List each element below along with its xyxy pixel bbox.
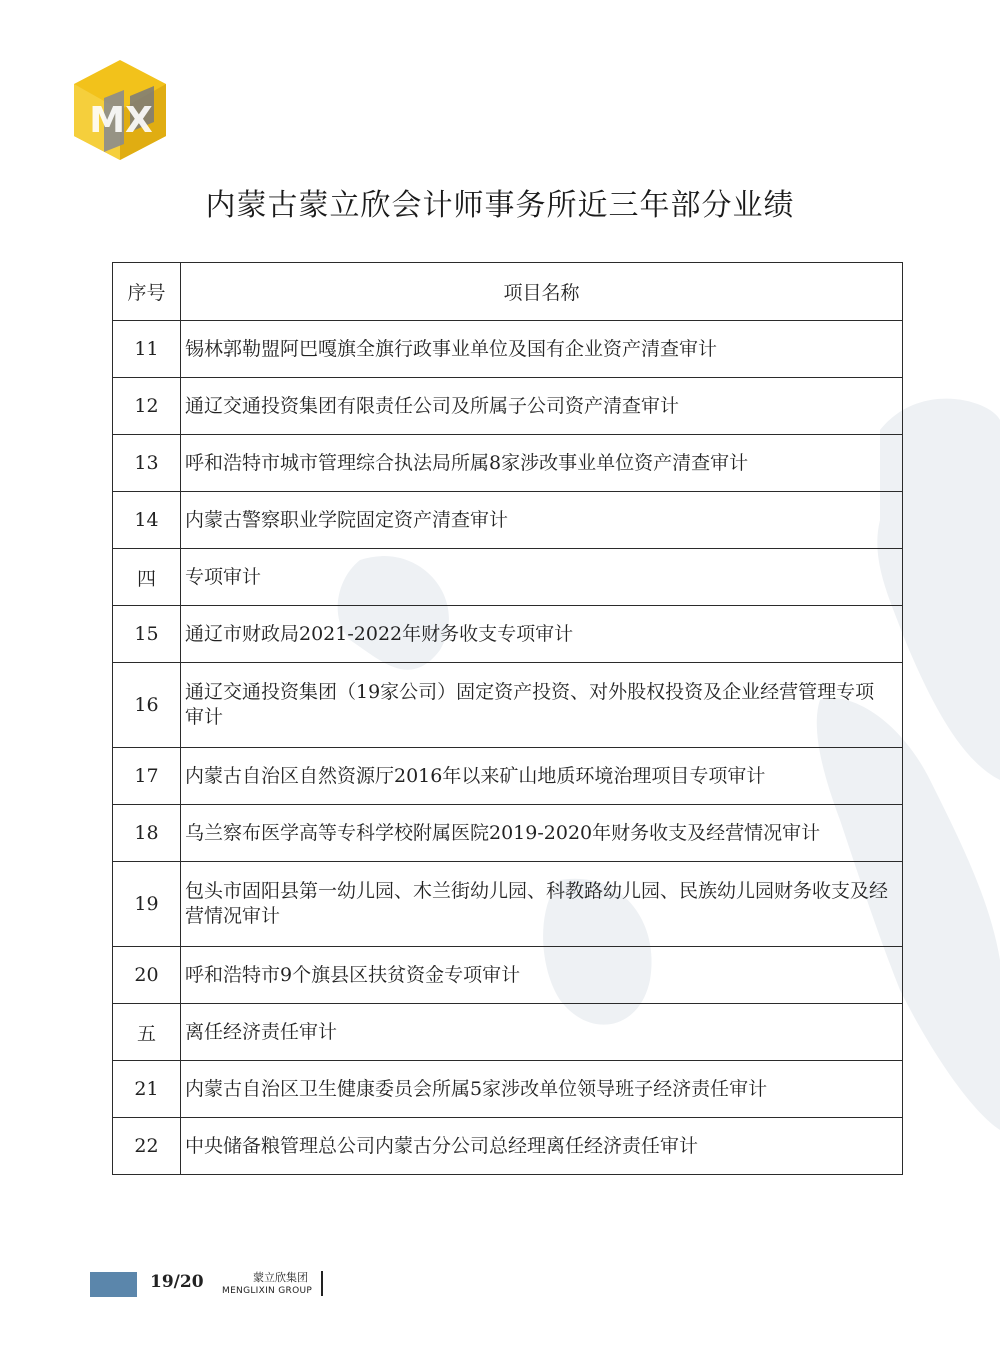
row-project-name: 内蒙古自治区卫生健康委员会所属5家涉改单位领导班子经济责任审计 <box>181 1061 903 1118</box>
row-number: 21 <box>113 1061 181 1118</box>
row-number: 12 <box>113 378 181 435</box>
company-logo <box>74 60 166 160</box>
table-row <box>113 378 903 435</box>
row-number: 19 <box>113 862 181 947</box>
table-row <box>113 321 903 378</box>
row-number: 11 <box>113 321 181 378</box>
row-number: 14 <box>113 492 181 549</box>
table-row <box>113 805 903 862</box>
section-title: 专项审计 <box>181 549 903 606</box>
row-project-name: 锡林郭勒盟阿巴嘎旗全旗行政事业单位及国有企业资产清查审计 <box>181 321 903 378</box>
performance-table <box>112 262 903 1175</box>
table-row <box>113 748 903 805</box>
row-number: 18 <box>113 805 181 862</box>
svg-text:MX: MX <box>89 100 153 141</box>
section-row <box>113 1004 903 1061</box>
header-serial: 序号 <box>113 263 181 321</box>
table-row <box>113 606 903 663</box>
table-row <box>113 1061 903 1118</box>
page-number: 19/20 <box>150 1272 204 1292</box>
row-project-name: 呼和浩特市城市管理综合执法局所属8家涉改事业单位资产清查审计 <box>181 435 903 492</box>
row-number: 17 <box>113 748 181 805</box>
row-project-name: 中央储备粮管理总公司内蒙古分公司总经理离任经济责任审计 <box>181 1118 903 1175</box>
section-number: 四 <box>113 549 181 606</box>
table-row <box>113 1118 903 1175</box>
footer-divider <box>321 1271 323 1296</box>
table-row <box>113 947 903 1004</box>
row-project-name: 通辽交通投资集团有限责任公司及所属子公司资产清查审计 <box>181 378 903 435</box>
logo-cube-icon <box>74 60 166 160</box>
table-row <box>113 663 903 748</box>
table-row <box>113 862 903 947</box>
table-row <box>113 435 903 492</box>
page-title: 内蒙古蒙立欣会计师事务所近三年部分业绩 <box>205 188 795 223</box>
row-number: 16 <box>113 663 181 748</box>
section-number: 五 <box>113 1004 181 1061</box>
row-number: 15 <box>113 606 181 663</box>
footer-color-bar <box>90 1272 137 1297</box>
footer-company-en: MENGLIXIN GROUP <box>222 1286 313 1296</box>
header-project-name: 项目名称 <box>181 263 903 321</box>
row-project-name: 呼和浩特市9个旗县区扶贫资金专项审计 <box>181 947 903 1004</box>
row-project-name: 内蒙古警察职业学院固定资产清查审计 <box>181 492 903 549</box>
footer-company-cn: 蒙立欣集团 <box>253 1271 308 1284</box>
section-title: 离任经济责任审计 <box>181 1004 903 1061</box>
section-row <box>113 549 903 606</box>
row-project-name: 通辽市财政局2021-2022年财务收支专项审计 <box>181 606 903 663</box>
row-number: 22 <box>113 1118 181 1175</box>
row-project-name: 通辽交通投资集团（19家公司）固定资产投资、对外股权投资及企业经营管理专项审计 <box>181 663 903 748</box>
table-header-row <box>113 263 903 321</box>
row-project-name: 内蒙古自治区自然资源厅2016年以来矿山地质环境治理项目专项审计 <box>181 748 903 805</box>
row-project-name: 包头市固阳县第一幼儿园、木兰街幼儿园、科教路幼儿园、民族幼儿园财务收支及经营情况审计 <box>181 862 903 947</box>
row-number: 20 <box>113 947 181 1004</box>
row-number: 13 <box>113 435 181 492</box>
table-row <box>113 492 903 549</box>
row-project-name: 乌兰察布医学高等专科学校附属医院2019-2020年财务收支及经营情况审计 <box>181 805 903 862</box>
